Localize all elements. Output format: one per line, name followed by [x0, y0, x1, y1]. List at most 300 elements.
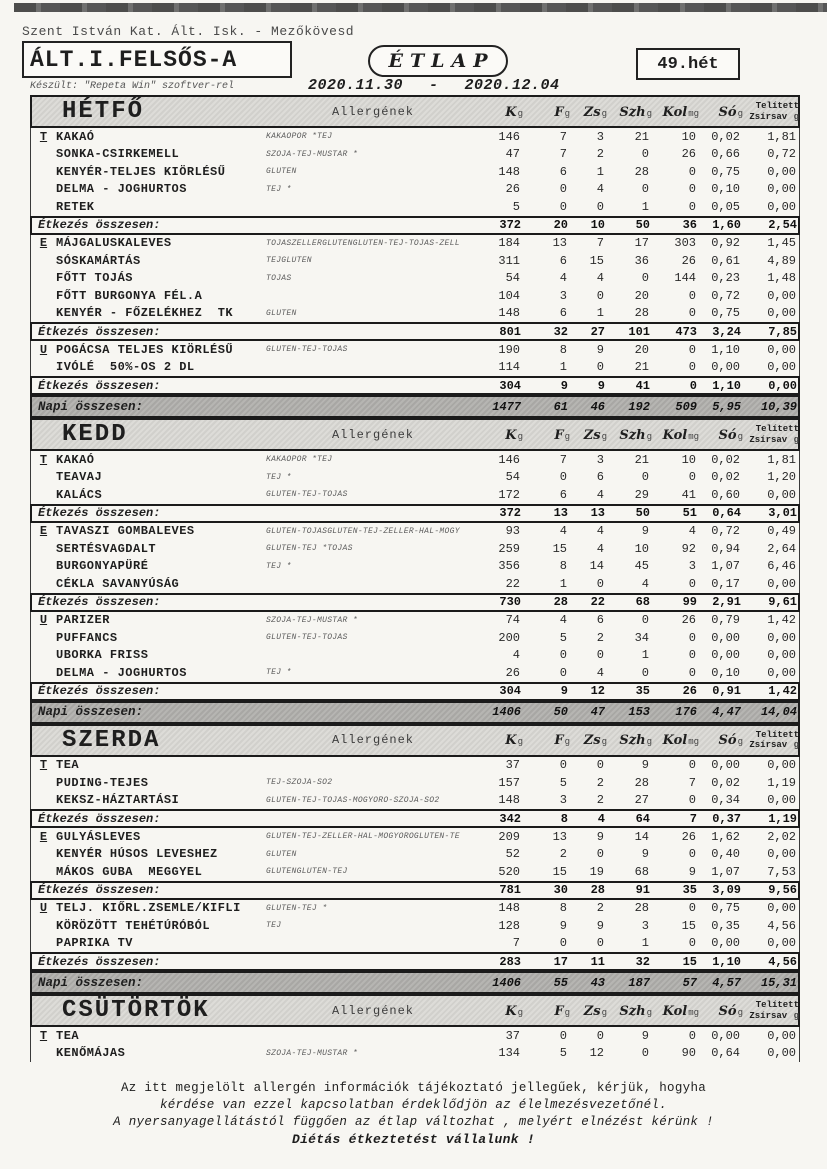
nutrient-value: 28 — [634, 306, 649, 321]
nutrient-value: 0,00 — [767, 576, 796, 591]
menu-item-row — [31, 359, 799, 377]
nutrient-value: 26 — [681, 147, 696, 162]
meal-group — [30, 523, 800, 593]
nutrient-value: 0,75 — [711, 164, 740, 179]
nutrient-value: 1 — [596, 164, 604, 179]
nutrient-value: 0,92 — [711, 236, 740, 251]
meal-total-value: 51 — [682, 506, 697, 520]
meal-total-value: 11 — [590, 954, 605, 969]
item-name: TEA — [56, 758, 80, 773]
nutrient-value: 9 — [596, 918, 604, 933]
nutrient-value: 28 — [634, 775, 649, 790]
nutrient-value: 1,07 — [711, 559, 740, 574]
nutrient-value: 0 — [596, 758, 604, 773]
nutrient-value: 10 — [681, 452, 696, 467]
meal-total-value: 7,85 — [768, 324, 797, 339]
meal-total-label: Étkezés összesen: — [38, 811, 161, 826]
meal-total-label: Étkezés összesen: — [38, 506, 161, 520]
nutrient-value: 1,81 — [767, 129, 796, 144]
nutrient-column-header: Fg — [554, 104, 570, 120]
nutrient-value: 0,72 — [711, 288, 740, 303]
nutrient-value: 4 — [596, 541, 604, 556]
nutrient-value: 2 — [596, 901, 604, 916]
nutrient-value: 2,02 — [767, 829, 796, 844]
nutrient-value: 26 — [681, 829, 696, 844]
software-credit: Készült: "Repeta Win" szoftver-rel — [30, 81, 235, 92]
nutrient-column-header: Telített Zsírsav g — [749, 101, 799, 122]
nutrient-value: 52 — [505, 847, 520, 862]
meal-total-value: 99 — [682, 595, 697, 609]
nutrient-value: 0,10 — [711, 182, 740, 197]
nutrient-value: 0,49 — [767, 524, 796, 539]
menu-item-row — [31, 451, 799, 469]
day-header — [30, 418, 800, 451]
meal-group — [30, 828, 800, 881]
item-allergens: KAKAOPOR *TEJ — [266, 132, 333, 142]
nutrient-value: 9 — [641, 1028, 649, 1043]
item-allergens: TEJ * — [266, 472, 292, 482]
meal-total-value: 781 — [499, 883, 521, 897]
day-total-value: 57 — [682, 975, 697, 990]
day-name: HÉTFŐ — [62, 98, 145, 125]
nutrient-value: 1 — [596, 306, 604, 321]
nutrient-value: 4 — [596, 271, 604, 286]
nutrient-value: 4 — [688, 524, 696, 539]
meal-total-value: 3,01 — [768, 506, 797, 520]
meal-marker: U — [39, 342, 48, 357]
nutrient-value: 28 — [634, 901, 649, 916]
nutrient-value: 157 — [498, 775, 520, 790]
menu-item-row — [31, 146, 799, 164]
item-name: SÓSKAMÁRTÁS — [56, 253, 141, 268]
nutrient-value: 0 — [641, 147, 649, 162]
meal-total-value: 28 — [553, 595, 568, 609]
nutrient-value: 0 — [688, 793, 696, 808]
nutrient-column-header: Szhg — [619, 427, 652, 443]
nutrient-value: 93 — [505, 524, 520, 539]
item-allergens: TEJ — [266, 921, 282, 931]
meal-marker: E — [39, 236, 48, 251]
date-range — [308, 77, 560, 94]
menu-item-row — [31, 523, 799, 541]
nutrient-value: 0,60 — [711, 487, 740, 502]
menu-item-row — [31, 341, 799, 359]
day-header — [30, 724, 800, 757]
item-name: KENYÉR HÚSOS LEVESHEZ — [56, 847, 218, 862]
item-name: CÉKLA SAVANYÚSÁG — [56, 576, 180, 591]
item-allergens: SZÓJA-TEJ-MUSTÁR * — [266, 149, 358, 159]
nutrient-value: 0,05 — [711, 199, 740, 214]
meal-total-value: 68 — [635, 595, 650, 609]
nutrient-value: 0 — [688, 847, 696, 862]
menu-item-row — [31, 828, 799, 846]
nutrient-value: 0,00 — [711, 630, 740, 645]
item-name: TEAVAJ — [56, 470, 103, 485]
nutrient-column-header: Kolmg — [662, 427, 699, 443]
nutrient-value: 34 — [634, 630, 649, 645]
nutrient-value: 15 — [552, 541, 567, 556]
item-name: PUDING-TEJES — [56, 775, 149, 790]
allergens-column-header: Allergének — [331, 733, 414, 747]
meal-total-value: 35 — [635, 684, 650, 698]
nutrient-value: 0,02 — [711, 129, 740, 144]
meal-total-row — [30, 504, 800, 523]
nutrient-value: 0,35 — [711, 918, 740, 933]
item-allergens: GLUTÉN — [266, 167, 297, 177]
meal-total-value: 41 — [635, 378, 650, 393]
meal-total-row — [30, 952, 800, 971]
item-allergens: TEJ-SZÓJA-SO2 — [266, 778, 333, 788]
meal-total-value: 801 — [499, 324, 521, 339]
meal-marker: E — [39, 524, 48, 539]
nutrient-value: 21 — [634, 452, 649, 467]
nutrient-column-header: Sóg — [718, 427, 743, 443]
nutrient-value: 0 — [688, 1028, 696, 1043]
nutrient-value: 0 — [688, 199, 696, 214]
item-allergens: SZÓJA-TEJ-MUSTÁR * — [266, 615, 358, 625]
day-total-value: 43 — [590, 975, 605, 990]
nutrient-value: 2 — [596, 147, 604, 162]
nutrient-value: 9 — [559, 918, 567, 933]
meal-total-value: 372 — [499, 506, 521, 520]
nutrient-value: 4 — [596, 524, 604, 539]
nutrient-value: 0,00 — [767, 342, 796, 357]
nutrient-value: 1,19 — [767, 775, 796, 790]
nutrient-value: 14 — [634, 829, 649, 844]
meal-marker: T — [39, 129, 48, 144]
date-separator: - — [429, 77, 439, 94]
nutrient-value: 9 — [641, 758, 649, 773]
nutrient-value: 3 — [596, 129, 604, 144]
day-total-label: Napi összesen: — [38, 705, 144, 719]
nutrient-value: 0,00 — [767, 360, 796, 375]
nutrient-value: 209 — [498, 829, 520, 844]
nutrient-value: 90 — [681, 1046, 696, 1061]
meal-total-value: 7 — [689, 811, 697, 826]
nutrient-value: 1 — [559, 360, 567, 375]
nutrient-value: 3 — [641, 918, 649, 933]
nutrient-column-header: Fg — [554, 733, 570, 748]
nutrient-column-header: Kg — [505, 1003, 523, 1019]
item-name: KAKAÓ — [56, 452, 95, 467]
school-name: Szent István Kat. Ált. Isk. - Mezőkövesd — [22, 24, 355, 39]
nutrient-value: 4 — [559, 271, 567, 286]
meal-total-value: 1,10 — [712, 954, 741, 969]
nutrient-column-header: Telített Zsírsav g — [749, 424, 799, 445]
item-allergens: GLUTÉN-TEJ-TOJÁS-MOGYORÓ-SZÓJA-SO2 — [266, 795, 440, 805]
item-allergens: TEJ * — [266, 561, 292, 571]
nutrient-value: 7,53 — [767, 864, 796, 879]
meal-total-value: 20 — [553, 218, 568, 232]
nutrient-value: 128 — [498, 918, 520, 933]
menu-item-row — [31, 664, 799, 682]
meal-total-label: Étkezés összesen: — [38, 684, 161, 698]
nutrient-value: 356 — [498, 559, 520, 574]
item-allergens: GLUTÉN-TEJ-ZELLER-HAL-MOGYORÓGLUTÉN-TE — [266, 832, 460, 842]
nutrient-value: 1 — [641, 199, 649, 214]
item-name: KAKAÓ — [56, 129, 95, 144]
item-name: DELMA - JOGHURTOS — [56, 665, 187, 680]
nutrient-value: 4 — [559, 613, 567, 628]
nutrient-value: 1,07 — [711, 864, 740, 879]
meal-total-value: 35 — [682, 883, 697, 897]
meal-total-value: 0 — [689, 378, 697, 393]
meal-total-row — [30, 593, 800, 612]
nutrient-value: 26 — [681, 253, 696, 268]
day-total-value: 15,31 — [760, 975, 797, 990]
nutrient-value: 37 — [505, 1028, 520, 1043]
nutrient-value: 184 — [498, 236, 520, 251]
day-total-value: 187 — [628, 975, 650, 990]
item-allergens: TOJÁS — [266, 273, 292, 283]
day-total-value: 1406 — [492, 975, 521, 990]
item-name: BURGONYAPÜRÉ — [56, 559, 149, 574]
meal-marker: T — [39, 758, 48, 773]
nutrient-value: 15 — [681, 918, 696, 933]
meal-total-label: Étkezés összesen: — [38, 378, 161, 393]
nutrient-column-header: Szhg — [619, 1003, 652, 1019]
nutrient-value: 6,46 — [767, 559, 796, 574]
nutrient-value: 13 — [552, 236, 567, 251]
nutrient-value: 41 — [681, 487, 696, 502]
nutrient-value: 54 — [505, 470, 520, 485]
menu-item-row — [31, 558, 799, 576]
meal-total-value: 9,61 — [768, 595, 797, 609]
item-name: KALÁCS — [56, 487, 103, 502]
nutrient-value: 0 — [641, 613, 649, 628]
meal-total-value: 3,24 — [712, 324, 741, 339]
nutrient-value: 0,00 — [711, 648, 740, 663]
class-title-box — [22, 41, 292, 78]
menu-item-row — [31, 900, 799, 918]
nutrient-value: 92 — [681, 541, 696, 556]
nutrient-value: 0,00 — [767, 164, 796, 179]
nutrient-value: 0,00 — [711, 936, 740, 951]
meal-total-value: 36 — [682, 218, 697, 232]
day-total-row — [30, 701, 800, 724]
nutrient-value: 27 — [634, 793, 649, 808]
nutrient-column-header: Telített Zsírsav g — [749, 1000, 799, 1021]
day-total-value: 61 — [553, 399, 568, 414]
meal-marker: E — [39, 829, 48, 844]
nutrient-value: 0 — [688, 360, 696, 375]
nutrient-value: 7 — [688, 775, 696, 790]
nutrient-value: 0,00 — [767, 1028, 796, 1043]
nutrient-value: 7 — [559, 129, 567, 144]
item-allergens: GLUTÉN-TEJ-TOJÁS — [266, 345, 348, 355]
meal-total-row — [30, 809, 800, 828]
nutrient-value: 9 — [596, 342, 604, 357]
nutrient-value: 2 — [596, 630, 604, 645]
item-allergens: TOJÁSZELLERGLUTÉNGLUTÉN-TEJ-TOJÁS-ZELL — [266, 238, 460, 248]
nutrient-column-header: Telített Zsírsav g — [749, 729, 799, 750]
nutrient-value: 0,00 — [767, 665, 796, 680]
meal-marker: U — [39, 901, 48, 916]
item-allergens: GLUTÉN — [266, 849, 297, 859]
nutrient-value: 0 — [688, 182, 696, 197]
nutrient-value: 0 — [596, 288, 604, 303]
item-name: TEA — [56, 1028, 80, 1043]
nutrient-value: 4 — [559, 524, 567, 539]
nutrient-value: 6 — [559, 306, 567, 321]
nutrient-value: 0 — [559, 665, 567, 680]
nutrient-value: 0,66 — [711, 147, 740, 162]
item-name: RETEK — [56, 199, 95, 214]
day-total-row — [30, 395, 800, 418]
nutrient-value: 146 — [498, 452, 520, 467]
nutrient-value: 13 — [552, 829, 567, 844]
day-total-value: 192 — [628, 399, 650, 414]
nutrient-column-header: Zsg — [583, 1003, 607, 1019]
nutrient-value: 1 — [559, 576, 567, 591]
nutrient-value: 0 — [641, 1046, 649, 1061]
nutrient-column-header: Kg — [505, 733, 523, 748]
nutrient-value: 4 — [596, 665, 604, 680]
nutrient-column-header: Fg — [554, 1003, 570, 1019]
nutrient-value: 3 — [596, 452, 604, 467]
nutrient-value: 0,00 — [767, 648, 796, 663]
class-title: ÁLT.I.FELSŐS-A — [30, 46, 238, 73]
meal-total-row — [30, 376, 800, 395]
day-name: KEDD — [62, 421, 128, 448]
item-allergens: TEJ * — [266, 668, 292, 678]
nutrient-value: 0,00 — [767, 936, 796, 951]
meal-total-value: 12 — [590, 684, 605, 698]
nutrient-value: 14 — [589, 559, 604, 574]
allergen-note-line1: Az itt megjelölt allergén információk tájékoztató jellegűek, kérjük, hogyha — [120, 1081, 707, 1095]
meal-total-value: 9 — [560, 684, 568, 698]
nutrient-value: 26 — [505, 665, 520, 680]
item-allergens: GLUTÉN-TEJ-TOJÁS — [266, 490, 348, 500]
menu-item-row — [31, 757, 799, 775]
meal-group — [30, 1027, 800, 1062]
nutrient-value: 200 — [498, 630, 520, 645]
nutrient-value: 0 — [688, 164, 696, 179]
nutrient-value: 7 — [512, 936, 520, 951]
nutrient-value: 4,89 — [767, 253, 796, 268]
menu-item-row — [31, 1027, 799, 1045]
meal-total-value: 0,91 — [712, 684, 741, 698]
item-name: TELJ. KIŐRL.ZSEMLE/KIFLI — [56, 901, 241, 916]
nutrient-column-header: Zsg — [583, 104, 607, 120]
meal-total-value: 32 — [635, 954, 650, 969]
meal-total-value: 304 — [499, 378, 521, 393]
scan-artifact-bar — [14, 3, 827, 12]
meal-total-label: Étkezés összesen: — [38, 595, 161, 609]
nutrient-column-header: Sóg — [718, 104, 743, 120]
nutrient-value: 0,94 — [711, 541, 740, 556]
meal-total-value: 32 — [553, 324, 568, 339]
day-total-value: 1477 — [492, 399, 521, 414]
day-total-row — [30, 971, 800, 994]
nutrient-value: 0 — [688, 288, 696, 303]
nutrient-value: 0,17 — [711, 576, 740, 591]
meal-marker: T — [39, 452, 48, 467]
nutrient-value: 520 — [498, 864, 520, 879]
nutrient-value: 74 — [505, 613, 520, 628]
meal-total-label: Étkezés összesen: — [38, 324, 161, 339]
meal-group — [30, 128, 800, 216]
nutrient-value: 1,48 — [767, 271, 796, 286]
item-allergens: GLUTÉN-TEJ *TOJÁS — [266, 544, 353, 554]
nutrient-value: 0,00 — [711, 1028, 740, 1043]
item-name: PARIZER — [56, 613, 110, 628]
menu-item-row — [31, 917, 799, 935]
nutrient-value: 1 — [641, 936, 649, 951]
nutrient-value: 4 — [641, 576, 649, 591]
nutrient-value: 259 — [498, 541, 520, 556]
date-to: 2020.12.04 — [464, 77, 560, 94]
menu-item-row — [31, 647, 799, 665]
week-number-box — [636, 48, 740, 80]
nutrient-value: 10 — [681, 129, 696, 144]
nutrient-value: 0 — [596, 847, 604, 862]
meal-total-value: 13 — [590, 506, 605, 520]
meal-total-value: 9,56 — [768, 883, 797, 897]
meal-total-value: 101 — [628, 324, 650, 339]
nutrient-value: 0 — [641, 470, 649, 485]
allergens-column-header: Allergének — [331, 104, 414, 119]
nutrient-value: 15 — [552, 864, 567, 879]
nutrient-value: 5 — [559, 630, 567, 645]
meal-total-value: 13 — [553, 506, 568, 520]
item-name: TAVASZI GOMBALEVES — [56, 524, 195, 539]
nutrient-value: 9 — [688, 864, 696, 879]
meal-total-value: 304 — [499, 684, 521, 698]
nutrient-value: 0 — [559, 758, 567, 773]
nutrient-column-header: Kolmg — [662, 104, 699, 120]
nutrient-value: 2 — [559, 847, 567, 862]
diet-offer-note: Diétás étkeztetést vállalunk ! — [291, 1132, 536, 1147]
nutrient-value: 114 — [498, 360, 520, 375]
nutrient-value: 0,00 — [767, 793, 796, 808]
nutrient-value: 15 — [589, 253, 604, 268]
allergens-column-header: Allergének — [331, 427, 414, 442]
nutrient-value: 0,00 — [767, 901, 796, 916]
item-name: PAPRIKA TV — [56, 936, 134, 951]
meal-group — [30, 612, 800, 682]
nutrient-value: 0 — [596, 576, 604, 591]
nutrient-value: 0,02 — [711, 775, 740, 790]
nutrient-column-header: Sóg — [718, 1003, 743, 1019]
day-name: SZERDA — [62, 726, 161, 754]
menu-item-row — [31, 792, 799, 810]
meal-total-value: 0,37 — [712, 811, 741, 826]
meal-total-value: 9 — [597, 378, 605, 393]
day-total-value: 10,39 — [760, 399, 797, 414]
nutrient-value: 0 — [688, 758, 696, 773]
day-total-value: 55 — [553, 975, 568, 990]
item-allergens: GLUTÉN-TEJ-TOJÁS — [266, 633, 348, 643]
item-name: MÁKOS GUBA MEGGYEL — [56, 864, 203, 879]
menu-item-row — [31, 863, 799, 881]
nutrient-value: 20 — [634, 288, 649, 303]
nutrient-value: 0,23 — [711, 271, 740, 286]
meal-total-value: 4 — [597, 811, 605, 826]
item-allergens: GLUTÉN-TOJÁSGLUTÉN-TEJ-ZELLER-HAL-MOGY — [266, 526, 460, 536]
day-total-label: Napi összesen: — [38, 399, 144, 414]
nutrient-value: 0,64 — [711, 1046, 740, 1061]
item-name: FŐTT TOJÁS — [56, 271, 134, 286]
nutrient-value: 0,00 — [711, 360, 740, 375]
day-total-value: 14,04 — [760, 705, 797, 719]
meal-total-row — [30, 881, 800, 900]
nutrient-value: 22 — [505, 576, 520, 591]
nutrient-value: 0,00 — [767, 288, 796, 303]
nutrient-value: 0,00 — [767, 182, 796, 197]
meal-total-value: 10 — [590, 218, 605, 232]
nutrient-value: 1,45 — [767, 236, 796, 251]
